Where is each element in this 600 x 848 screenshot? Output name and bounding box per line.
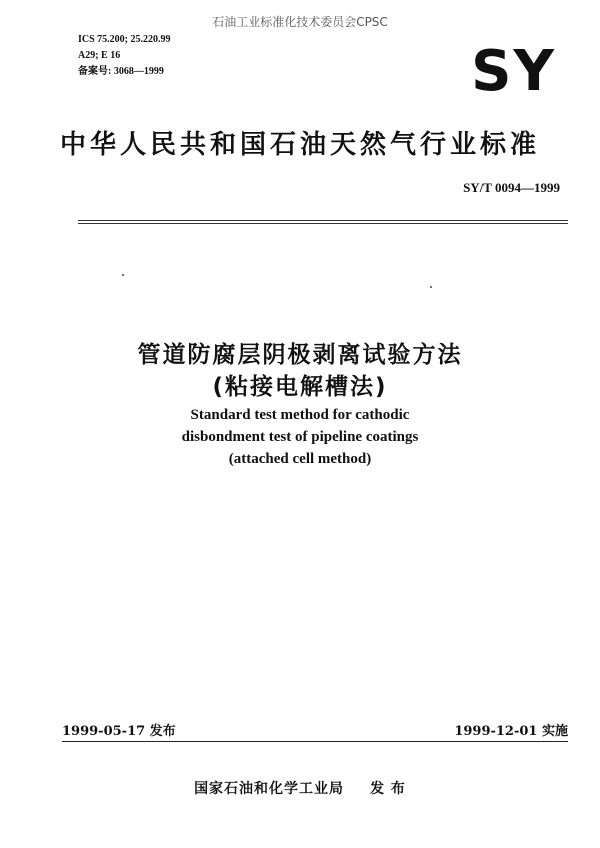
issuer-name: 国家石油和化学工业局 <box>194 781 345 797</box>
chinese-title-line2: (粘接电解槽法) <box>212 374 388 400</box>
header-rule-top <box>78 220 568 221</box>
publish-date: 1999-05-17 发布 <box>62 724 176 739</box>
chinese-title-line1: 管道防腐层阴极剥离试验方法 <box>137 342 463 368</box>
watermark-text: 石油工业标准化技术委员会CPSC <box>212 15 388 29</box>
ics-code: ICS 75.200; 25.220.99 <box>78 34 171 45</box>
filing-number: 备案号: 3068—1999 <box>78 66 164 77</box>
english-title-line3: (attached cell method) <box>228 451 372 467</box>
footer-rule <box>62 741 568 742</box>
english-title-line2: disbondment test of pipeline coatings <box>181 429 419 445</box>
scan-speck <box>122 274 124 276</box>
header-rule-bottom <box>78 223 568 224</box>
effective-date: 1999-12-01 实施 <box>454 724 568 739</box>
category-code: A29; E 16 <box>78 50 121 61</box>
sy-logo: SY <box>471 39 556 104</box>
issuer-action: 发 布 <box>370 781 406 797</box>
issuer-line <box>0 778 600 798</box>
english-title-line1: Standard test method for cathodic <box>190 407 410 423</box>
standard-code: SY/T 0094—1999 <box>463 180 560 195</box>
scan-speck <box>430 286 432 288</box>
standard-type-title: 中华人民共和国石油天然气行业标准 <box>59 130 540 160</box>
